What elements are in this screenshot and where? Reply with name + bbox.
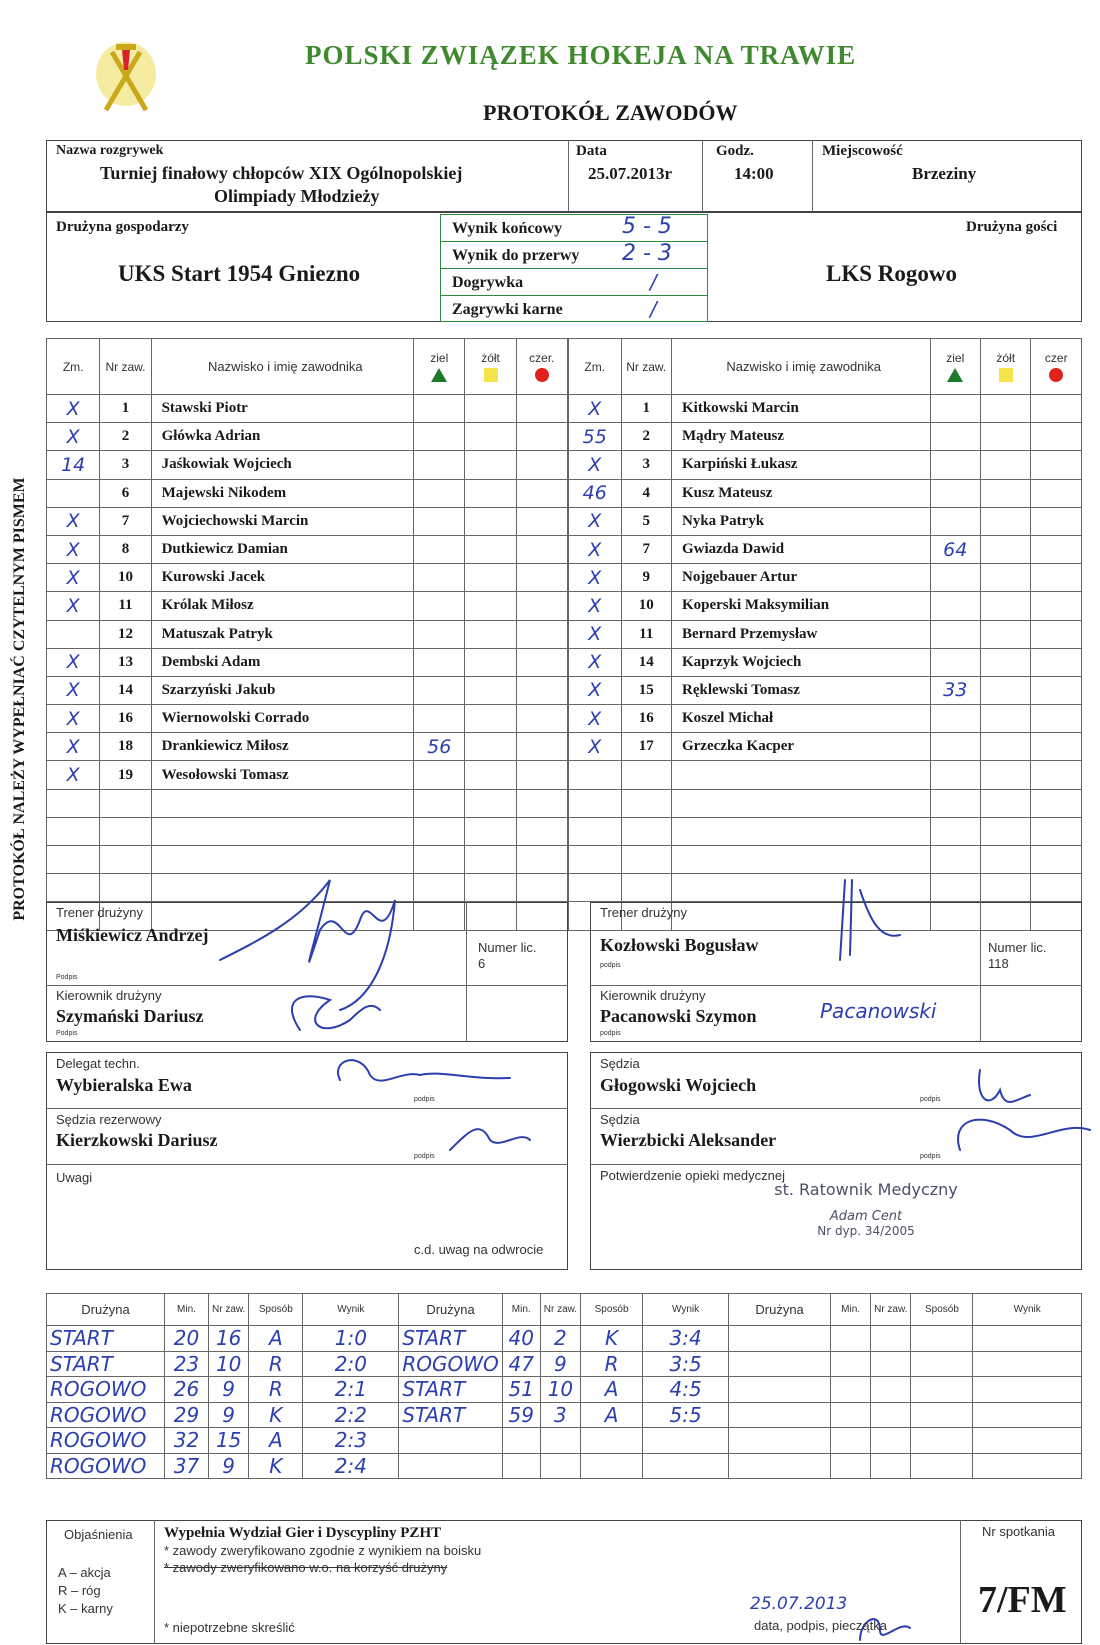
goal-how: R [249, 1351, 303, 1377]
goal-score [643, 1428, 729, 1454]
legend-k: K – karny [58, 1601, 113, 1616]
player-number: 7 [621, 535, 671, 563]
competition-name-line1: Turniej finałowy chłopców XIX Ogólnopolskiej [100, 163, 463, 183]
verified-walkover: * zawody zweryfikowano w.o. na korzyść drużyny [164, 1560, 448, 1575]
goal-min [831, 1351, 871, 1377]
goal-how: A [581, 1402, 643, 1428]
goal-nr: 10 [209, 1351, 249, 1377]
goal-score: 2:2 [303, 1402, 399, 1428]
goal-row [47, 1326, 1082, 1352]
player-number: 19 [100, 761, 151, 789]
goal-score [973, 1402, 1082, 1428]
goal-how [581, 1453, 643, 1479]
col-nr: Nr zaw. [621, 339, 671, 395]
player-number: 10 [621, 592, 671, 620]
col-red: czer. [516, 339, 567, 395]
player-substitution: X [569, 733, 622, 761]
goal-score [643, 1453, 729, 1479]
player-number: 14 [100, 676, 151, 704]
goal-nr [871, 1377, 911, 1403]
player-name: Wiernowolski Corrado [151, 705, 414, 733]
dept-title: Wypełnia Wydział Gier i Dyscypliny PZHT [164, 1525, 442, 1541]
player-number: 18 [100, 733, 151, 761]
away-manager-name: Pacanowski Szymon [600, 1006, 757, 1026]
goal-team: ROGOWO [47, 1428, 165, 1454]
player-green-card: 56 [414, 733, 465, 761]
player-number: 11 [100, 592, 151, 620]
player-number: 14 [621, 648, 671, 676]
player-number: 16 [621, 705, 671, 733]
player-substitution: X [569, 451, 622, 479]
col-name: Nazwisko i imię zawodnika [151, 339, 414, 395]
verified-result: * zawody zweryfikowano zgodnie z wynikiem na boisku [164, 1543, 482, 1558]
notes-continued: c.d. uwag na odwrocie [414, 1242, 544, 1257]
goals-col-nr: Nr zaw. [209, 1294, 249, 1326]
goal-how: R [581, 1351, 643, 1377]
goal-team [729, 1453, 831, 1479]
col-green: ziel [414, 339, 465, 395]
goal-team: ROGOWO [47, 1402, 165, 1428]
date-sign-label: data, podpis, pieczątka [754, 1618, 887, 1633]
goals-col-how: Sposób [581, 1294, 643, 1326]
goal-nr: 9 [209, 1377, 249, 1403]
goal-team: ROGOWO [47, 1453, 165, 1479]
goal-min [831, 1326, 871, 1352]
player-substitution: 55 [569, 423, 622, 451]
goal-score: 4:5 [643, 1377, 729, 1403]
player-substitution: X [47, 648, 100, 676]
player-number: 8 [100, 535, 151, 563]
match-date: 25.07.2013r [588, 164, 673, 183]
player-number: 5 [621, 507, 671, 535]
player-name: Królak Miłosz [151, 592, 414, 620]
player-number: 11 [621, 620, 671, 648]
player-name: Grzeczka Kacper [671, 733, 930, 761]
legend-r: R – róg [58, 1583, 101, 1598]
goal-team [729, 1428, 831, 1454]
goal-score: 1:0 [303, 1326, 399, 1352]
goals-col-team: Drużyna [47, 1294, 165, 1326]
goal-team: START [47, 1351, 165, 1377]
player-substitution: X [569, 535, 622, 563]
player-name: Nyka Patryk [671, 507, 930, 535]
player-number: 16 [100, 705, 151, 733]
goal-how [911, 1402, 973, 1428]
side-instruction: PROTOKÓŁ NALEŻY WYPEŁNIAĆ CZYTELNYM PISMEM [11, 477, 28, 921]
goal-team: START [399, 1402, 502, 1428]
goals-col-score: Wynik [643, 1294, 729, 1326]
goal-nr: 3 [540, 1402, 580, 1428]
goals-col-how: Sposób [249, 1294, 303, 1326]
goal-min: 59 [502, 1402, 540, 1428]
final-score: 5 - 5 [622, 214, 672, 239]
goal-score [973, 1326, 1082, 1352]
penalties-label: Zagrywki karne [452, 301, 563, 318]
document-title: PROTOKÓŁ ZAWODÓW [483, 100, 738, 125]
goal-how [911, 1326, 973, 1352]
goal-how: A [249, 1428, 303, 1454]
goal-score: 5:5 [643, 1402, 729, 1428]
goal-row [47, 1402, 1082, 1428]
match-number-label: Nr spotkania [982, 1524, 1055, 1539]
player-substitution: 14 [47, 451, 100, 479]
goal-min: 51 [502, 1377, 540, 1403]
match-time: 14:00 [734, 164, 774, 183]
podpis-label: podpis [600, 1030, 621, 1037]
podpis-label: podpis [414, 1096, 435, 1103]
penalties-value: / [650, 297, 657, 321]
medical-label: Potwierdzenie opieki medycznej [600, 1168, 785, 1183]
player-number: 1 [621, 395, 671, 423]
goal-nr [540, 1428, 580, 1454]
player-name: Bernard Przemysław [671, 620, 930, 648]
goal-min [502, 1453, 540, 1479]
player-substitution: X [47, 761, 100, 789]
goal-min [831, 1453, 871, 1479]
goal-how [911, 1453, 973, 1479]
home-coach-label: Trener drużyny [56, 905, 143, 920]
player-number: 10 [100, 564, 151, 592]
referee-1-label: Sędzia [600, 1056, 640, 1071]
goal-team [729, 1377, 831, 1403]
podpis-label: podpis [600, 962, 621, 969]
goal-team: ROGOWO [399, 1351, 502, 1377]
goal-how [911, 1428, 973, 1454]
goal-nr: 9 [209, 1453, 249, 1479]
goal-team: START [399, 1377, 502, 1403]
goal-score [973, 1453, 1082, 1479]
goal-nr [540, 1453, 580, 1479]
player-name: Gwiazda Dawid [671, 535, 930, 563]
player-substitution: X [47, 564, 100, 592]
goal-row [47, 1351, 1082, 1377]
player-name: Dembski Adam [151, 648, 414, 676]
goals-col-team: Drużyna [399, 1294, 502, 1326]
goal-nr [871, 1326, 911, 1352]
goal-score: 3:4 [643, 1326, 729, 1352]
home-manager-name: Szymański Dariusz [56, 1006, 204, 1026]
player-green-card: 64 [930, 535, 980, 563]
goals-col-min: Min. [165, 1294, 209, 1326]
col-red: czer [1031, 339, 1082, 395]
time-label: Godz. [716, 143, 754, 159]
goal-team [729, 1351, 831, 1377]
goal-how [911, 1351, 973, 1377]
date-label: Data [576, 143, 607, 159]
player-number: 15 [621, 676, 671, 704]
goal-team: START [47, 1326, 165, 1352]
player-name: Mądry Mateusz [671, 423, 930, 451]
goal-nr: 15 [209, 1428, 249, 1454]
competition-label: Nazwa rozgrywek [56, 143, 164, 158]
player-name: Karpiński Łukasz [671, 451, 930, 479]
player-number: 17 [621, 733, 671, 761]
player-name: Kaprzyk Wojciech [671, 648, 930, 676]
col-zm: Zm. [569, 339, 622, 395]
player-name: Kusz Mateusz [671, 479, 930, 507]
goal-nr: 9 [540, 1351, 580, 1377]
goal-team [729, 1326, 831, 1352]
player-number: 2 [621, 423, 671, 451]
player-substitution: X [47, 705, 100, 733]
away-coach-label: Trener drużyny [600, 905, 687, 920]
goal-min [831, 1428, 871, 1454]
goal-how: A [249, 1326, 303, 1352]
player-name: Wesołowski Tomasz [151, 761, 414, 789]
player-number: 3 [621, 451, 671, 479]
goal-score: 2:1 [303, 1377, 399, 1403]
player-substitution: X [569, 395, 622, 423]
goal-how: A [581, 1377, 643, 1403]
strike-note: * niepotrzebne skreślić [164, 1620, 295, 1635]
player-substitution: X [47, 733, 100, 761]
col-yellow: żółt [980, 339, 1030, 395]
goal-team: ROGOWO [47, 1377, 165, 1403]
goal-score [973, 1351, 1082, 1377]
halftime-score-label: Wynik do przerwy [452, 247, 580, 264]
goal-min: 20 [165, 1326, 209, 1352]
goal-nr: 16 [209, 1326, 249, 1352]
podpis-label: Podpis [56, 974, 78, 981]
player-name: Szarzyński Jakub [151, 676, 414, 704]
player-substitution: X [569, 592, 622, 620]
final-score-label: Wynik końcowy [452, 220, 563, 237]
stamp-line-2: Adam Cent [829, 1209, 903, 1224]
org-name: POLSKI ZWIĄZEK HOKEJA NA TRAWIE [305, 40, 857, 70]
goal-nr [871, 1402, 911, 1428]
player-name: Majewski Nikodem [151, 479, 414, 507]
col-zm: Zm. [47, 339, 100, 395]
goal-row [47, 1377, 1082, 1403]
col-name: Nazwisko i imię zawodnika [671, 339, 930, 395]
goal-min: 37 [165, 1453, 209, 1479]
goal-nr [871, 1453, 911, 1479]
goal-team [729, 1402, 831, 1428]
player-name: Nojgebauer Artur [671, 564, 930, 592]
player-number: 1 [100, 395, 151, 423]
goals-col-team: Drużyna [729, 1294, 831, 1326]
player-name: Główka Adrian [151, 423, 414, 451]
player-substitution: X [47, 507, 100, 535]
goal-min [831, 1402, 871, 1428]
goal-score [973, 1428, 1082, 1454]
player-name: Ręklewski Tomasz [671, 676, 930, 704]
home-team-label: Drużyna gospodarzy [56, 219, 189, 235]
goal-team: START [399, 1326, 502, 1352]
legend-title: Objaśnienia [64, 1527, 133, 1542]
stamp-line-3: Nr dyp. 34/2005 [817, 1224, 915, 1238]
podpis-label: podpis [414, 1153, 435, 1160]
player-substitution: X [47, 395, 100, 423]
home-manager-label: Kierownik drużyny [56, 988, 162, 1003]
goal-nr: 2 [540, 1326, 580, 1352]
goal-nr: 10 [540, 1377, 580, 1403]
goals-col-score: Wynik [973, 1294, 1082, 1326]
away-lic-label: Numer lic. [988, 940, 1047, 955]
player-substitution: X [569, 676, 622, 704]
goals-table [46, 1293, 1082, 1479]
referee-1-name: Głogowski Wojciech [600, 1075, 757, 1095]
goal-nr: 9 [209, 1402, 249, 1428]
goal-score [973, 1377, 1082, 1403]
goals-col-nr: Nr zaw. [540, 1294, 580, 1326]
overtime-value: / [650, 270, 657, 294]
player-substitution: 46 [569, 479, 622, 507]
notes-label: Uwagi [56, 1170, 93, 1185]
home-lic: 6 [478, 956, 486, 971]
goal-score: 3:5 [643, 1351, 729, 1377]
player-substitution: X [569, 507, 622, 535]
player-name: Jaśkowiak Wojciech [151, 451, 414, 479]
player-green-card: 33 [930, 676, 980, 704]
player-number: 3 [100, 451, 151, 479]
match-number: 7/FM [978, 1579, 1067, 1621]
tech-delegate-name: Wybieralska Ewa [56, 1075, 192, 1095]
tech-delegate-label: Delegat techn. [56, 1056, 140, 1071]
referee-2-label: Sędzia [600, 1112, 640, 1127]
home-team-name: UKS Start 1954 Gniezno [118, 261, 361, 286]
player-substitution: X [47, 423, 100, 451]
player-number: 9 [621, 564, 671, 592]
reserve-ref-label: Sędzia rezerwowy [56, 1112, 162, 1127]
player-substitution: X [569, 648, 622, 676]
goal-min: 32 [165, 1428, 209, 1454]
goal-row [47, 1428, 1082, 1454]
podpis-label: Podpis [56, 1030, 78, 1037]
player-number: 4 [621, 479, 671, 507]
player-name: Kurowski Jacek [151, 564, 414, 592]
player-name: Dutkiewicz Damian [151, 535, 414, 563]
podpis-label: podpis [920, 1096, 941, 1103]
goal-team [399, 1453, 502, 1479]
place-label: Miejscowość [822, 143, 903, 159]
away-coach-name: Kozłowski Bogusław [600, 935, 759, 955]
goal-score: 2:3 [303, 1428, 399, 1454]
player-substitution: X [47, 676, 100, 704]
goal-min: 26 [165, 1377, 209, 1403]
reserve-ref-name: Kierzkowski Dariusz [56, 1130, 218, 1150]
player-name: Koszel Michał [671, 705, 930, 733]
player-name: Koperski Maksymilian [671, 592, 930, 620]
player-substitution: X [47, 535, 100, 563]
away-team-name: LKS Rogowo [826, 261, 957, 286]
halftime-score: 2 - 3 [622, 241, 672, 266]
goals-col-nr: Nr zaw. [871, 1294, 911, 1326]
away-manager-label: Kierownik drużyny [600, 988, 706, 1003]
player-substitution: X [569, 620, 622, 648]
player-substitution: X [47, 592, 100, 620]
goal-min: 47 [502, 1351, 540, 1377]
goal-min [831, 1377, 871, 1403]
player-substitution: X [569, 564, 622, 592]
home-coach-name: Miśkiewicz Andrzej [56, 925, 209, 945]
goal-min: 23 [165, 1351, 209, 1377]
player-number: 2 [100, 423, 151, 451]
goal-team [399, 1428, 502, 1454]
col-nr: Nr zaw. [100, 339, 151, 395]
player-name: Kitkowski Marcin [671, 395, 930, 423]
player-number: 13 [100, 648, 151, 676]
player-number: 7 [100, 507, 151, 535]
away-team-label: Drużyna gości [966, 219, 1058, 235]
goal-how [911, 1377, 973, 1403]
col-yellow: żółt [465, 339, 516, 395]
goal-how: K [581, 1326, 643, 1352]
legend-a: A – akcja [58, 1565, 111, 1580]
goal-row [47, 1453, 1082, 1479]
goal-how [581, 1428, 643, 1454]
goal-how: K [249, 1453, 303, 1479]
overtime-label: Dogrywka [452, 274, 524, 291]
stamp-line-1: st. Ratownik Medyczny [774, 1180, 958, 1199]
col-green: ziel [930, 339, 980, 395]
goal-min: 29 [165, 1402, 209, 1428]
goal-nr [871, 1428, 911, 1454]
goal-how: K [249, 1402, 303, 1428]
podpis-label: podpis [920, 1153, 941, 1160]
away-manager-signature: Pacanowski [820, 999, 937, 1023]
player-name: Drankiewicz Miłosz [151, 733, 414, 761]
player-name: Stawski Piotr [151, 395, 414, 423]
player-number: 6 [100, 479, 151, 507]
match-place: Brzeziny [912, 164, 977, 183]
player-name: Wojciechowski Marcin [151, 507, 414, 535]
verification-date: 25.07.2013 [750, 1594, 848, 1614]
away-lic: 118 [988, 956, 1009, 971]
home-lic-label: Numer lic. [478, 940, 537, 955]
player-name: Matuszak Patryk [151, 620, 414, 648]
player-substitution: X [569, 705, 622, 733]
goal-score: 2:4 [303, 1453, 399, 1479]
referee-2-name: Wierzbicki Aleksander [600, 1130, 777, 1150]
goals-col-min: Min. [831, 1294, 871, 1326]
goals-col-score: Wynik [303, 1294, 399, 1326]
goal-how: R [249, 1377, 303, 1403]
player-number: 12 [100, 620, 151, 648]
goal-score: 2:0 [303, 1351, 399, 1377]
goal-nr [871, 1351, 911, 1377]
goals-col-min: Min. [502, 1294, 540, 1326]
competition-name-line2: Olimpiady Młodzieży [214, 186, 380, 206]
goal-min [502, 1428, 540, 1454]
goals-col-how: Sposób [911, 1294, 973, 1326]
goal-min: 40 [502, 1326, 540, 1352]
